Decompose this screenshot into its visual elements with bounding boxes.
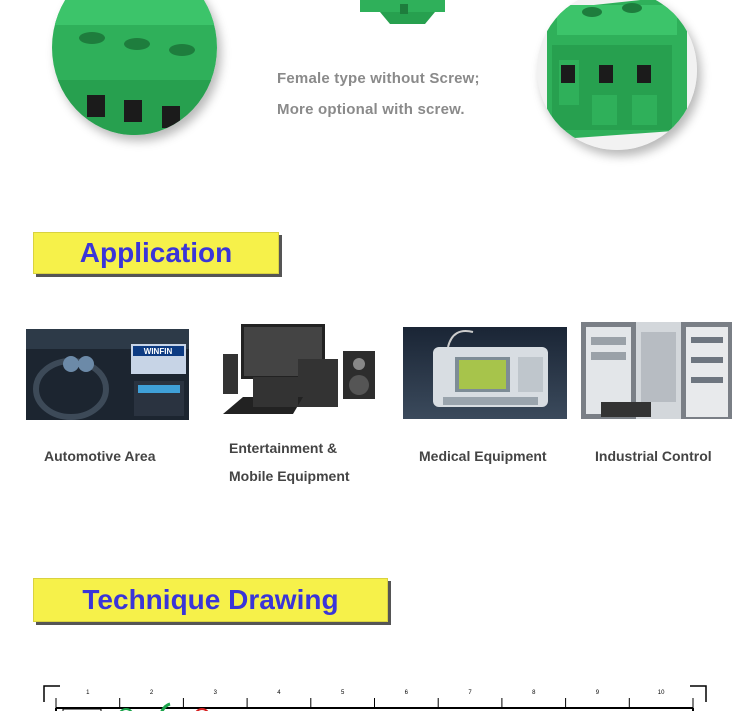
label-entertainment-line1: Entertainment &: [229, 440, 338, 456]
label-automotive: Automotive Area: [44, 448, 156, 464]
ruler-number: 3: [213, 690, 217, 696]
application-header: [33, 232, 279, 274]
label-entertainment-line2: Mobile Equipment: [229, 468, 350, 484]
ruler-number: 5: [340, 690, 345, 696]
connector-photo-center: [360, 0, 445, 25]
industrial-image: [581, 322, 732, 419]
technique-drawing-header: [33, 578, 388, 622]
electronics-image: [213, 319, 381, 424]
medical-image: [403, 327, 567, 419]
technical-drawing: [0, 680, 750, 711]
ruler-number: 2: [149, 690, 154, 696]
label-industrial: Industrial Control: [595, 448, 712, 464]
connector-photo-left: [52, 0, 217, 135]
product-note-line2: More optional with screw.: [277, 101, 465, 118]
ruler-number: 8: [532, 690, 536, 696]
label-medical: Medical Equipment: [419, 448, 547, 464]
ruler-number: 4: [277, 690, 281, 696]
application-header-text: Application: [79, 237, 233, 268]
ruler-number: 6: [404, 690, 409, 696]
automotive-image: [26, 329, 189, 420]
connector-photo-right: [537, 0, 697, 150]
car-screen-text: WINFIN: [143, 347, 173, 356]
ruler-number: 1: [86, 690, 90, 696]
ruler-number: 9: [595, 690, 600, 696]
ruler-number: 7: [468, 690, 472, 696]
product-note-line1: Female type without Screw;: [277, 70, 480, 87]
technique-drawing-header-text: Technique Drawing: [82, 584, 339, 615]
ruler-number: 10: [657, 690, 665, 696]
